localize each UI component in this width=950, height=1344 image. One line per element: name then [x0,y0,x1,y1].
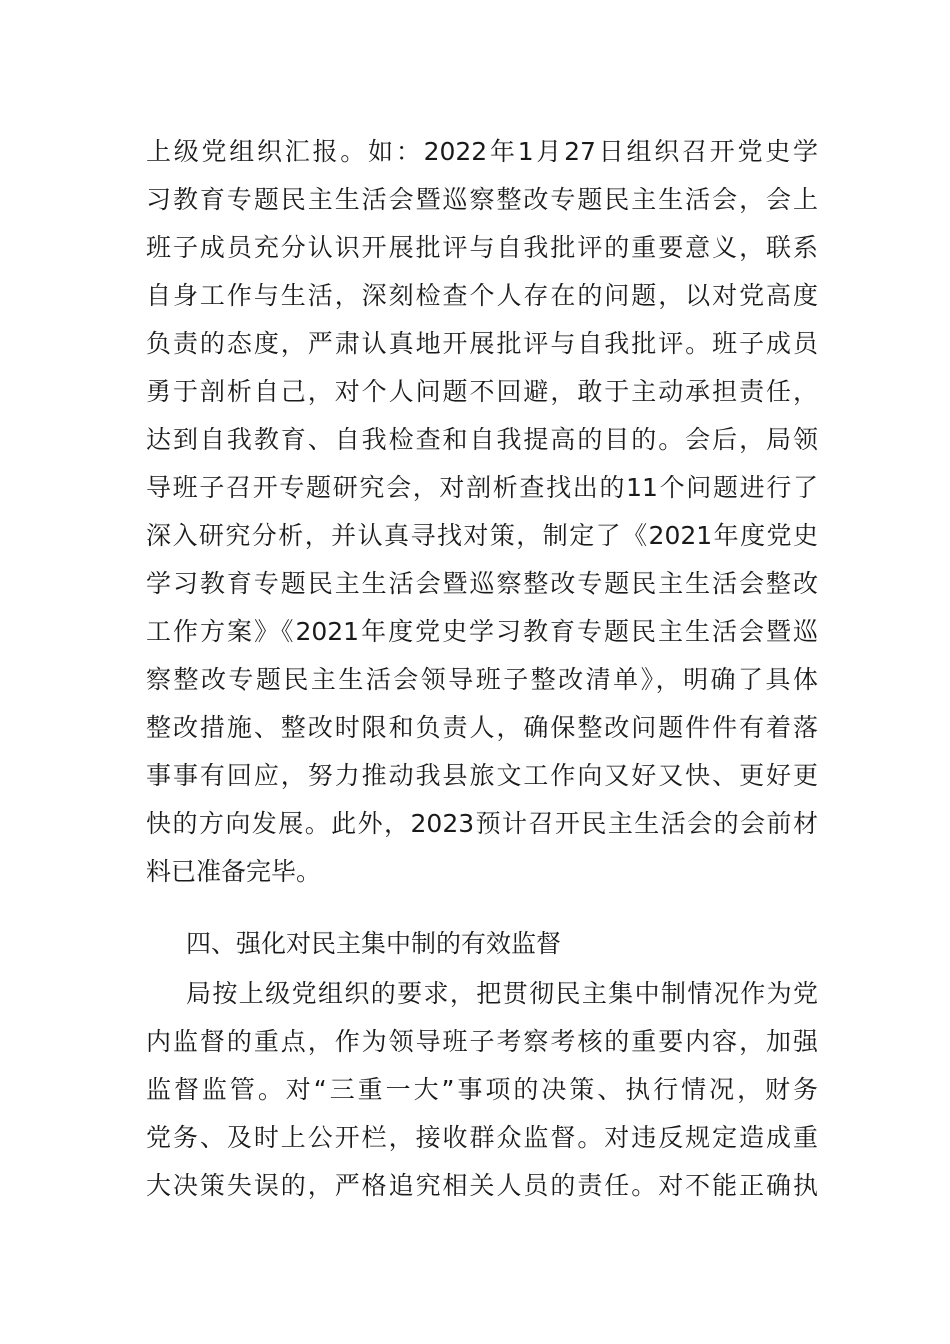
paragraph-line: 党务、及时上公开栏，接收群众监督。对违反规定造成重 [146,1123,818,1152]
paragraph-line: 自身工作与生活，深刻检查个人存在的问题，以对党高度 [146,281,818,310]
paragraph-line: 达到自我教育、自我检查和自我提高的目的。会后，局领 [146,425,818,454]
paragraph-line: 快的方向发展。此外，2023预计召开民主生活会的会前材 [146,809,818,838]
paragraph-line: 察整改专题民主生活会领导班子整改清单》，明确了具体 [146,665,818,694]
paragraph-line: 学习教育专题民主生活会暨巡察整改专题民主生活会整改 [146,569,818,598]
paragraph-line: 习教育专题民主生活会暨巡察整改专题民主生活会，会上 [146,185,818,214]
paragraph-line: 事事有回应，努力推动我县旅文工作向又好又快、更好更 [146,761,818,790]
paragraph-line: 内监督的重点，作为领导班子考察考核的重要内容，加强 [146,1027,818,1056]
paragraph-line: 工作方案》《2021年度党史学习教育专题民主生活会暨巡 [146,617,818,646]
paragraph-line: 大决策失误的，严格追究相关人员的责任。对不能正确执 [146,1171,818,1200]
paragraph-line: 局按上级党组织的要求，把贯彻民主集中制情况作为党 [186,979,818,1008]
paragraph-line: 负责的态度，严肃认真地开展批评与自我批评。班子成员 [146,329,818,358]
paragraph-1 [146,128,818,896]
paragraph-line: 上级党组织汇报。如：2022年1月27日组织召开党史学 [146,137,818,166]
section-heading [146,920,818,968]
paragraph-line: 班子成员充分认识开展批评与自我批评的重要意义，联系 [146,233,818,262]
section-heading-text: 四、强化对民主集中制的有效监督 [186,929,562,958]
paragraph-line: 料已准备完毕。 [146,857,322,886]
paragraph-line: 勇于剖析自己，对个人问题不回避，敢于主动承担责任， [146,377,818,406]
paragraph-line: 监督监管。对“三重一大”事项的决策、执行情况，财务 [146,1075,818,1104]
paragraph-line: 深入研究分析，并认真寻找对策，制定了《2021年度党史 [146,521,818,550]
paragraph-line: 整改措施、整改时限和负责人，确保整改问题件件有着落 [146,713,818,742]
paragraph-2 [146,970,818,1210]
paragraph-line: 导班子召开专题研究会，对剖析查找出的11个问题进行了 [146,473,818,502]
